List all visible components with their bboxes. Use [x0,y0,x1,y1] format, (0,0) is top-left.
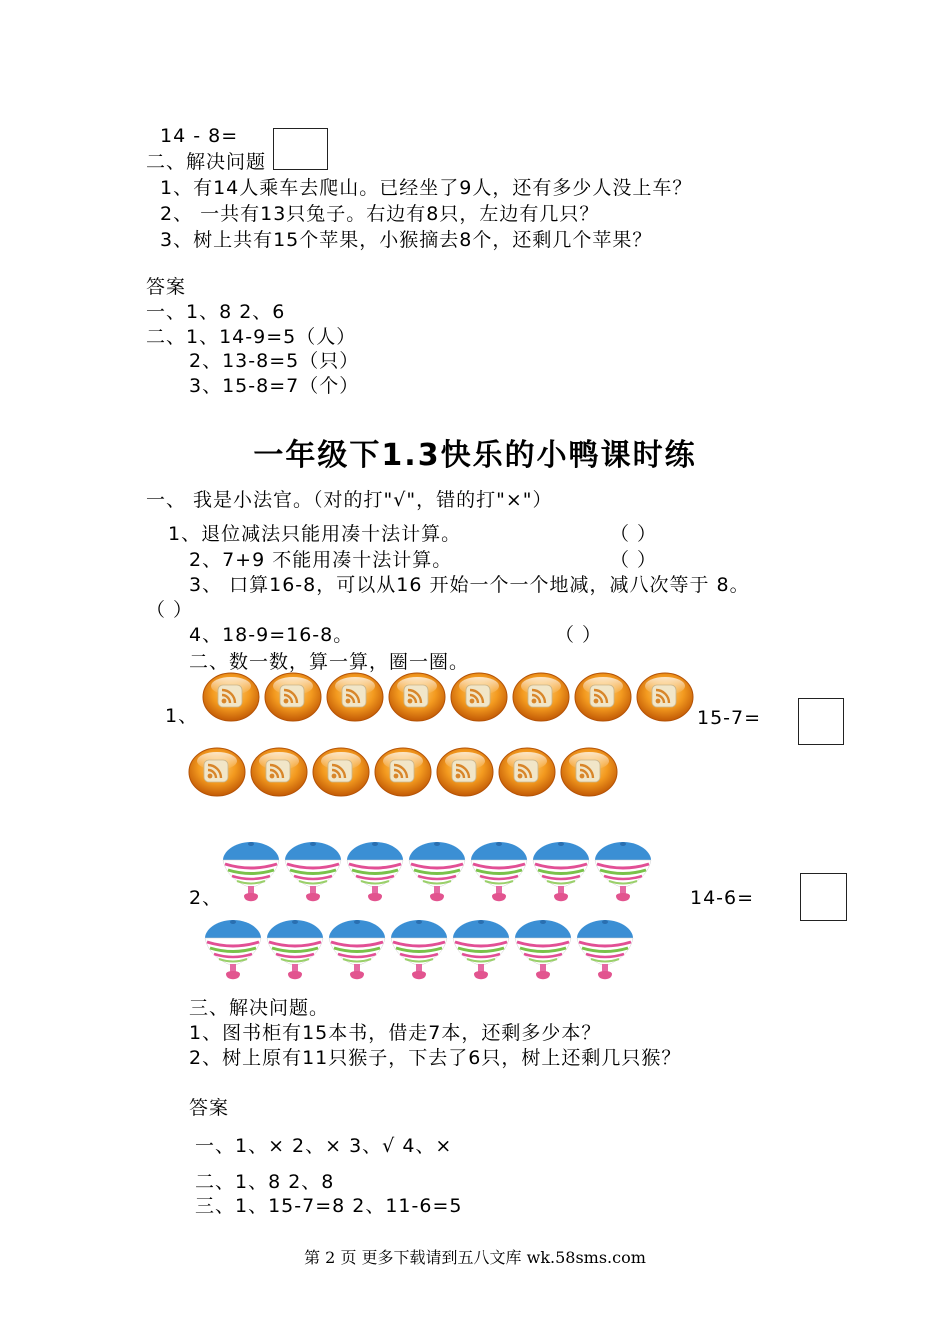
answer-line: 2、13-8=5（只） [189,350,360,372]
spinning-top-icon [576,918,634,984]
spinning-top-icon [204,918,262,984]
icon-row [222,840,652,906]
problem-text: 1、有14人乘车去爬山。已经坐了9人，还有多少人没上车？ [160,177,693,199]
spinning-top-icon [470,840,528,906]
spinning-top-icon [284,840,342,906]
problem-text: 1、图书柜有15本书，借走7本，还剩多少本？ [189,1022,602,1044]
page-title: 一年级下1.3快乐的小鸭课时练 [253,438,697,473]
rss-orange-icon [250,747,308,797]
answer-line: 三、1、15-7=8 2、11-6=5 [195,1195,463,1217]
equation: 15-7= [697,707,762,729]
spinning-top-icon [452,918,510,984]
judge-bracket[interactable]: （ ） [146,599,194,621]
rss-orange-icon [388,672,446,722]
judge-item: 2、7+9 不能用凑十法计算。 [189,549,453,571]
rss-orange-icon [512,672,570,722]
rss-orange-icon [312,747,370,797]
answer-box[interactable] [273,128,328,170]
spinning-top-icon [266,918,324,984]
item-label: 2、 [189,887,223,909]
item-label: 1、 [165,705,199,727]
rss-orange-icon [450,672,508,722]
spinning-top-icon [594,840,652,906]
judge-bracket[interactable]: （ ） [610,549,658,571]
spinning-top-icon [514,918,572,984]
rss-orange-icon [560,747,618,797]
problem-text: 2、 一共有13只兔子。右边有8只，左边有几只？ [160,203,600,225]
section-heading: 二、解决问题 [146,151,267,173]
rss-orange-icon [636,672,694,722]
answer-line: 一、1、8 2、6 [146,301,286,323]
judge-item: 4、18-9=16-8。 [189,624,354,646]
answer-line: 二、1、8 2、8 [195,1171,335,1193]
judge-item: 1、退位减法只能用凑十法计算。 [168,523,462,545]
answer-line: 二、1、14-9=5（人） [146,326,357,348]
icon-row [188,747,618,797]
judge-bracket[interactable]: （ ） [555,624,603,646]
answer-line: 3、15-8=7（个） [189,375,360,397]
rss-orange-icon [374,747,432,797]
rss-orange-icon [436,747,494,797]
equation: 14-6= [690,887,755,909]
judge-item: 3、 口算16-8，可以从16 开始一个一个地减，减八次等于 8。 [189,574,750,596]
spinning-top-icon [532,840,590,906]
answer-line: 一、1、× 2、× 3、√ 4、× [195,1135,453,1157]
spinning-top-icon [328,918,386,984]
icon-row [204,918,634,984]
answer-heading: 答案 [189,1097,230,1119]
answer-heading: 答案 [146,276,187,298]
page-footer: 第 2 页 更多下载请到五八文库 wk.58sms.com [304,1248,646,1267]
section-heading: 二、数一数，算一算，圈一圈。 [189,651,470,673]
rss-orange-icon [202,672,260,722]
problem-text: 3、树上共有15个苹果，小猴摘去8个，还剩几个苹果？ [160,229,653,251]
spinning-top-icon [222,840,280,906]
rss-orange-icon [574,672,632,722]
spinning-top-icon [390,918,448,984]
answer-box[interactable] [798,698,844,745]
spinning-top-icon [346,840,404,906]
problem-text: 2、树上原有11只猴子，下去了6只，树上还剩几只猴？ [189,1047,682,1069]
spinning-top-icon [408,840,466,906]
icon-row [202,672,694,722]
rss-orange-icon [326,672,384,722]
section-heading: 一、 我是小法官。（对的打"√"，错的打"×"） [146,489,553,511]
rss-orange-icon [498,747,556,797]
answer-box[interactable] [800,873,847,921]
calc-line: 14 - 8= [160,125,239,147]
judge-bracket[interactable]: （ ） [610,523,658,545]
rss-orange-icon [188,747,246,797]
rss-orange-icon [264,672,322,722]
section-heading: 三、解决问题。 [189,997,330,1019]
